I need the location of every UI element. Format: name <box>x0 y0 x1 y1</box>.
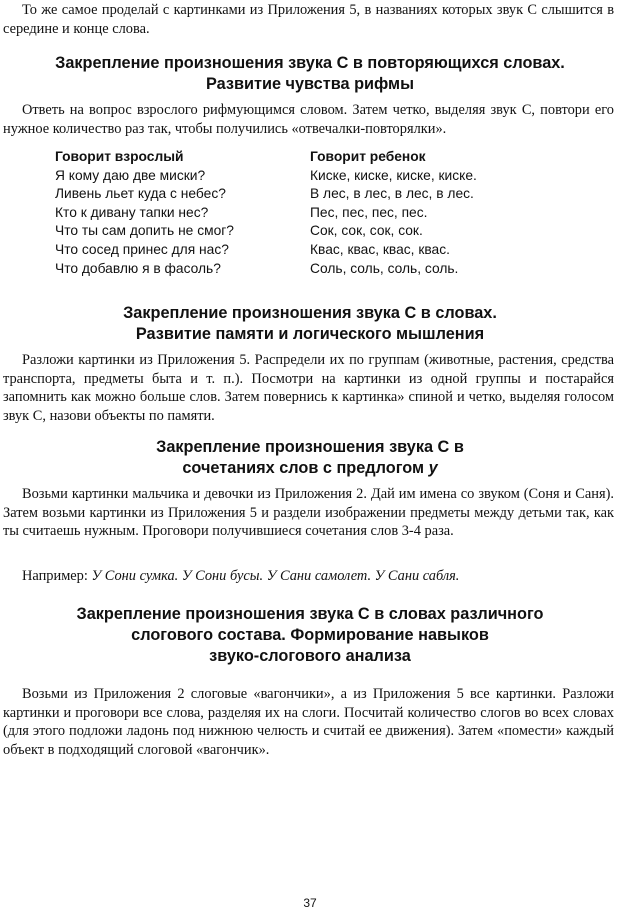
adult-line: Ливень льет куда с небес? <box>55 186 226 202</box>
section1-paragraph: Ответь на вопрос взрослого рифмующимся словом. Затем четко, выделяя звук С, повтори его нужное количество раз так, чтобы получились «отвечалки-повторялки». <box>3 102 614 137</box>
section3-title-line: Закрепление произношения звука С в <box>156 438 464 456</box>
adult-line: Что ты сам допить не смог? <box>55 223 234 239</box>
page-number: 37 <box>303 896 317 910</box>
section3-title <box>0 437 620 479</box>
child-line: Соль, соль, соль, соль. <box>310 260 459 276</box>
section4-paragraph: Возьми из Приложения 2 слоговые «вагончики», а из Приложения 5 все картинки. Разложи картинки и проговори все слова, разделяя их на слоги. Посчитай количество слогов во всех словах (для этого подложи ладонь под нижнюю челюсть и считай ее движения). Затем «помести» каждый объект в подходящий слоговой «вагончик». <box>3 686 614 758</box>
example-label: Например: <box>22 568 92 584</box>
section4-title-line: Закрепление произношения звука С в словах различного <box>76 605 544 623</box>
intro-paragraph: То же самое проделай с картинками из Приложения 5, в названиях которых звук С слышится в середине и конце слова. <box>3 2 614 37</box>
section3-paragraph: Возьми картинки мальчика и девочки из Приложения 2. Дай им имена со звуком (Соня и Саня). Затем возьми картинки из Приложения 5 и раздели изображении предметы между детьми так, как ты считаешь нужным. Проговори получившиеся сочетания слов 3-4 раза. <box>3 486 614 540</box>
section1-title-line: Закрепление произношения звука С в повторяющихся словах. <box>55 54 565 72</box>
child-line: Пес, пес, пес, пес. <box>310 204 428 220</box>
child-line: Сок, сок, сок, сок. <box>310 223 423 239</box>
section2-title <box>0 303 620 345</box>
child-line: В лес, в лес, в лес, в лес. <box>310 186 474 202</box>
section4-title-line: звуко-слогового анализа <box>209 647 411 665</box>
adult-line: Что добавлю я в фасоль? <box>55 260 221 276</box>
section3-title-italic: у <box>428 459 438 477</box>
section3-title-prefix: сочетаниях слов с предлогом <box>182 459 429 477</box>
adult-line: Кто к дивану тапки нес? <box>55 204 209 220</box>
section2-title-line: Развитие памяти и логического мышления <box>135 325 485 343</box>
section2-title-line: Закрепление произношения звука С в словах. <box>123 304 497 322</box>
child-line: Квас, квас, квас, квас. <box>310 241 450 257</box>
section1-title <box>0 53 620 95</box>
section4-title <box>0 604 620 667</box>
adult-column <box>55 148 234 278</box>
child-line: Киске, киске, киске, киске. <box>310 167 477 183</box>
adult-line: Что сосед принес для нас? <box>55 241 229 257</box>
child-column <box>310 148 477 278</box>
example-text: У Сони сумка. У Сони бусы. У Сани самолет. У Сани сабля. <box>91 568 460 584</box>
section1-title-line: Развитие чувства рифмы <box>205 75 414 93</box>
example-line <box>22 567 459 586</box>
child-column-header: Говорит ребенок <box>310 149 426 164</box>
section2-paragraph: Разложи картинки из Приложения 5. Распредели их по группам (животные, растения, средства транспорта, предметы быта и т. п.). Посмотри на картинки из одной группы и постарайся запомнить как можно больше слов. Затем повернись к картинка» спиной и четко, выделяя голосом звук С, назови объекты по памяти. <box>3 352 614 424</box>
adult-column-header: Говорит взрослый <box>55 149 184 164</box>
section4-title-line: слогового состава. Формирование навыков <box>131 626 489 644</box>
section3-title-line <box>0 458 620 479</box>
adult-line: Я кому даю две миски? <box>55 167 206 183</box>
